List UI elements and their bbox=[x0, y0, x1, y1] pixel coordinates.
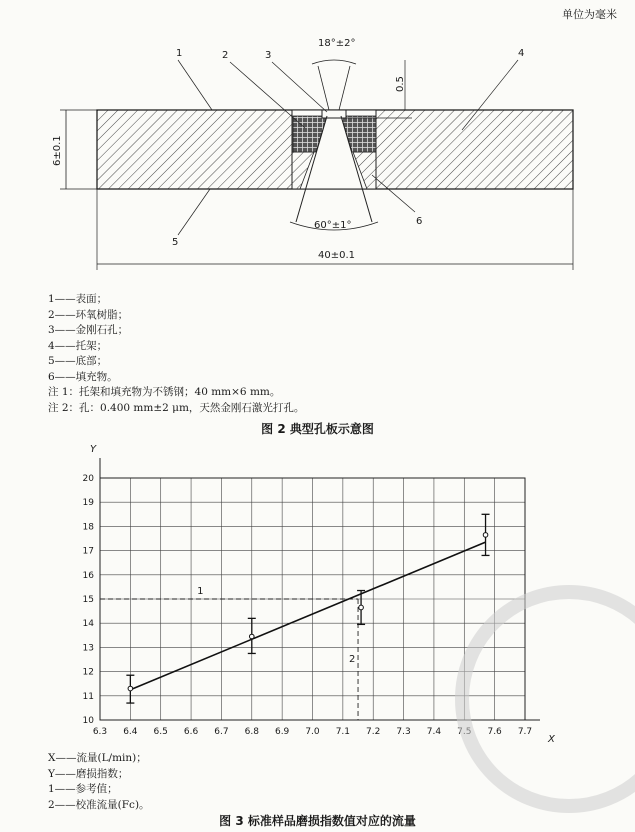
x-axis-label: X bbox=[548, 734, 555, 745]
legend-item: 1——表面； bbox=[48, 293, 108, 305]
y-tick-label: 13 bbox=[82, 643, 94, 654]
top-angle-label: 18°±2° bbox=[318, 38, 356, 49]
note-2: 注 2：孔：0.400 mm±2 μm，天然金刚石激光打孔。 bbox=[48, 401, 305, 414]
depth-label: 0.5 bbox=[395, 76, 406, 92]
data-point bbox=[128, 686, 133, 691]
label-diamond-hole: 3 bbox=[265, 50, 272, 61]
label-epoxy: 2 bbox=[222, 50, 229, 61]
x-tick-label: 7.1 bbox=[335, 727, 351, 737]
width-label: 40±0.1 bbox=[318, 250, 356, 261]
reference-value-label: 1 bbox=[197, 586, 204, 597]
legend-item: 2——校准流量(Fc)。 bbox=[48, 798, 150, 811]
x-tick-label: 7.4 bbox=[426, 727, 442, 737]
x-tick-label: 6.8 bbox=[244, 727, 259, 737]
data-point bbox=[359, 605, 364, 610]
legend-item: 1——参考值； bbox=[48, 783, 118, 795]
data-point bbox=[483, 533, 488, 538]
label-surface: 1 bbox=[176, 48, 183, 59]
legend-item: 5——底部； bbox=[48, 355, 108, 367]
y-tick-label: 15 bbox=[82, 595, 94, 605]
label-bottom: 5 bbox=[172, 237, 179, 248]
figure2-legend bbox=[48, 292, 304, 416]
label-holder: 4 bbox=[518, 48, 525, 59]
x-tick-label: 6.4 bbox=[123, 727, 138, 737]
y-axis-label: Y bbox=[90, 444, 97, 455]
y-tick-label: 17 bbox=[82, 546, 94, 557]
y-tick-label: 19 bbox=[82, 498, 94, 509]
x-tick-label: 6.6 bbox=[183, 727, 199, 737]
x-tick-label: 6.5 bbox=[153, 727, 168, 737]
legend-item: 3——金刚石孔； bbox=[48, 324, 129, 336]
y-tick-label: 16 bbox=[82, 570, 94, 581]
y-tick-label: 11 bbox=[82, 691, 94, 702]
calibration-flow-label: 2 bbox=[349, 653, 356, 665]
x-tick-label: 7.6 bbox=[487, 727, 502, 737]
legend-item: X——流量(L/min)； bbox=[48, 752, 147, 764]
x-tick-label: 7.5 bbox=[457, 727, 472, 737]
fit-line bbox=[130, 542, 485, 690]
x-tick-label: 7.3 bbox=[396, 727, 411, 737]
y-tick-label: 20 bbox=[82, 474, 94, 484]
figure3-legend bbox=[48, 751, 150, 813]
bottom-angle-label: 60°±1° bbox=[314, 220, 352, 231]
x-tick-label: 7.7 bbox=[517, 727, 533, 737]
label-filler: 6 bbox=[416, 216, 423, 227]
legend-item: 4——托架； bbox=[48, 339, 108, 352]
note-1: 注 1：托架和填充物为不锈钢；40 mm×6 mm。 bbox=[48, 386, 281, 398]
legend-item: Y——磨损指数； bbox=[48, 767, 129, 780]
unit-note: 单位为毫米 bbox=[562, 8, 617, 21]
x-tick-label: 7.2 bbox=[366, 727, 381, 737]
y-tick-label: 10 bbox=[82, 716, 94, 726]
x-tick-label: 6.7 bbox=[214, 727, 229, 737]
legend-item: 2——环氧树脂； bbox=[48, 308, 129, 321]
x-tick-label: 6.3 bbox=[92, 727, 108, 737]
y-tick-label: 18 bbox=[82, 522, 94, 533]
y-tick-label: 12 bbox=[82, 667, 94, 678]
orifice-plate-diagram bbox=[0, 0, 635, 290]
figure3-caption: 图 3 标准样品磨损指数值对应的流量 bbox=[219, 814, 416, 828]
thickness-label: 6±0.1 bbox=[52, 135, 63, 166]
figure2-caption: 图 2 典型孔板示意图 bbox=[261, 422, 374, 436]
legend-item: 6——填充物。 bbox=[48, 370, 118, 383]
data-point bbox=[249, 634, 254, 639]
x-tick-label: 7.0 bbox=[305, 727, 320, 737]
y-tick-label: 14 bbox=[82, 619, 94, 630]
x-tick-label: 6.9 bbox=[274, 727, 290, 737]
